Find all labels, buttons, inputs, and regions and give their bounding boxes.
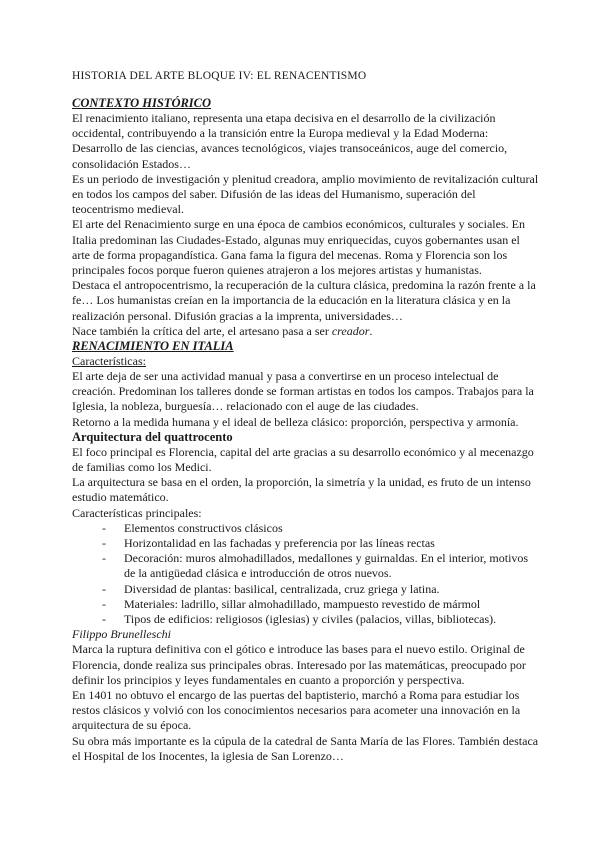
list-item <box>102 582 540 597</box>
characteristics-paragraph-1: El arte deja de ser una actividad manual y pasa a convertirse en un proceso intelectual de creación. Predominan los talleres donde se forman artistas en todos los campos. Trabajos para la Iglesia, la nobleza, burguesía… relacionado con el auge de las ciudades. <box>72 369 534 414</box>
list-item <box>102 536 540 551</box>
context-paragraph-2: Es un periodo de investigación y plenitud creadora, amplio movimiento de revitalización cultural en todos los campos del saber. Difusión de las ideas del Humanismo, superación del teocentrismo medieval. <box>72 171 539 217</box>
feature-text: Diversidad de plantas: basilical, centralizada, cruz griega y latina. <box>124 581 440 596</box>
context-paragraph-1: El renacimiento italiano, representa una etapa decisiva en el desarrollo de la civilización occidental, contribuyendo a la transición entre la Europa medieval y la Edad Moderna: Desarrollo de las ciencias, avances tecnológicos, viajes transoceánicos, auge del comercio, consolidación Estados… <box>72 111 508 171</box>
list-item <box>102 521 540 536</box>
feature-text: Horizontalidad en las fachadas y preferencia por las líneas rectas <box>124 536 435 551</box>
features-label: Características principales: <box>72 505 202 520</box>
quattrocento-paragraph-2: La arquitectura se basa en el orden, la proporción, la simetría y la unidad, es fruto de un intenso estudio matemático. <box>72 475 531 505</box>
feature-text: Decoración: muros almohadillados, medallones y guirnaldas. En el interior, motivos de la antigüedad clásica e introducción de otros nuevos. <box>124 551 529 581</box>
quattrocento-paragraph-1: El foco principal es Florencia, capital del arte gracias a su desarrollo económico y al mecenazgo de familias como los Medici. <box>72 444 534 475</box>
critic-text: Nace también la crítica del arte, el artesano pasa a ser <box>72 323 332 338</box>
feature-text: Elementos constructivos clásicos <box>124 520 283 535</box>
context-section <box>72 96 540 339</box>
context-critic-paragraph: Nace también la crítica del arte, el artesano pasa a ser creador. <box>72 323 373 338</box>
context-heading: CONTEXTO HISTÓRICO <box>72 96 212 110</box>
brunelleschi-paragraph-3: Su obra más importante es la cúpula de la catedral de Santa María de las Flores. También destaca el Hospital de los Inocentes, la iglesia de San Lorenzo… <box>72 733 539 763</box>
quattrocento-section <box>72 430 540 627</box>
dash-bullet: - <box>102 581 106 596</box>
list-item <box>102 597 540 612</box>
dash-bullet: - <box>102 596 106 611</box>
dash-bullet: - <box>102 612 106 627</box>
feature-text: Tipos de edificios: religiosos (iglesias) y civiles (palacios, villas, bibliotecas). <box>124 612 497 627</box>
brunelleschi-paragraph-1: Marca la ruptura definitiva con el gótico e introduce las bases para el nuevo estilo. Original de Florencia, donde realiza sus principales obras. Interesado por las matemáticas, preocupado por definir los principios y leyes fundamentales en cuanto a proporción y perspectiva. <box>72 642 526 687</box>
critic-emphasis: creador <box>331 323 370 338</box>
context-paragraph-4: Destaca el antropocentrismo, la recuperación de la cultura clásica, predomina la razón frente a la fe… Los humanistas creían en la importancia de la educación en la literatura clásica y en la realización personal. Difusión gracias a la imprenta, universidades… <box>72 278 536 323</box>
feature-text: Materiales: ladrillo, sillar almohadillado, mampuesto revestido de mármol <box>124 596 481 611</box>
characteristics-label: Características: <box>72 354 146 369</box>
list-item <box>102 551 540 581</box>
context-paragraph-3: El arte del Renacimiento surge en una época de cambios económicos, culturales y sociales. En Italia predominan las Ciudades-Estado, algunas muy enriquecidas, cuyos gobernantes usan el arte de forma propagandística. Gana fama la figura del mecenas. Roma y Florencia son los principales focos porque fueron quienes atrajeron a los mejores artistas y humanistas. <box>72 217 525 278</box>
characteristics-paragraph-2: Retorno a la medida humana y el ideal de belleza clásico: proporción, perspectiva y armonía. <box>72 414 519 429</box>
brunelleschi-paragraph-2: En 1401 no obtuvo el encargo de las puertas del baptisterio, marchó a Roma para estudiar los restos clásicos y volvió con los conocimientos necesarios para acometer una innovación en la arquitectura de su época. <box>72 687 521 733</box>
quattrocento-heading: Arquitectura del quattrocento <box>72 429 233 444</box>
dash-bullet: - <box>102 520 106 535</box>
dash-bullet: - <box>102 536 106 551</box>
features-list <box>72 521 540 627</box>
list-item <box>102 612 540 627</box>
italy-section <box>72 339 540 430</box>
document-title: HISTORIA DEL ARTE BLOQUE IV: EL RENACENTISMO <box>72 70 367 82</box>
brunelleschi-heading: Filippo Brunelleschi <box>72 627 171 642</box>
dash-bullet: - <box>102 551 106 566</box>
italy-heading: RENACIMIENTO EN ITALIA <box>72 339 234 354</box>
brunelleschi-section <box>72 627 540 764</box>
